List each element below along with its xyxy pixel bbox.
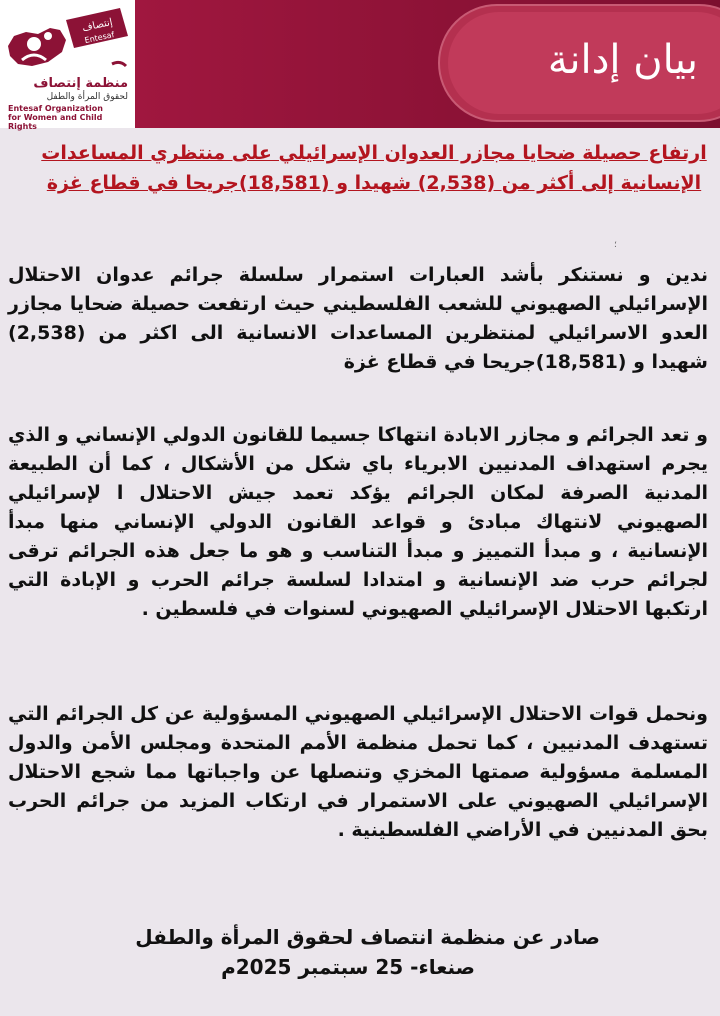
headline <box>40 138 708 198</box>
paragraph-responsibility: ونحمل قوات الاحتلال الإسرائيلي الصهيوني المسؤولية عن كل الجرائم التي تستهدف المدنيين ، كما تحمل منظمة الأمم المتحدة ومجلس الأمن والدول المسلمة مسؤولية صمتها المخزي وتنصلها عن واجباتها مما شجع الاحتلال الإسرائيلي الصهيوني على الاستمرار في ارتكاب المزيد من جرائم الحرب بحق المدنيين في الأراضي الفلسطينية . <box>8 703 708 841</box>
paragraph-violations: و تعد الجرائم و مجازر الابادة انتهاكا جسيما للقانون الدولي الإنساني و الذي يجرم استهداف المدنيين الابرياء باي شكل من الأشكال ، كما أن الطبيعة المدنية الصرفة لمكان الجرائم يؤكد تعمد جيش الاحتلال ا لإسرائيلي الصهيوني لانتهاك مبادئ و قواعد القانون الدولي الإنساني منها مبدأ الإنسانية ، و مبدأ التمييز و مبدأ التناسب و هو ما جعل هذه الجرائم ترقى لجرائم حرب ضد الإنسانية و امتدادا لسلسة جرائم الحرب و الإبادة التي ارتكبها الاحتلال الإسرائيلي الصهيوني لسنوات في فلسطين . <box>8 424 708 620</box>
logo-emblem-icon <box>4 6 132 76</box>
header <box>0 0 720 131</box>
signature-issuer: صادر عن منظمة انتصاف لحقوق المرأة والطفل <box>135 925 600 949</box>
stray-mark: ؛ <box>614 240 617 250</box>
logo-arabic-name: منظمة إنتصاف <box>33 76 128 91</box>
logo-english-title: Entesaf Organization <box>8 104 103 113</box>
logo <box>0 0 135 131</box>
logo-arabic-subtitle: لحقوق المرأة والطفل <box>46 92 128 102</box>
signature-place-date: صنعاء- 25 سبتمبر 2025م <box>221 955 475 979</box>
headline-text: ارتفاع حصيلة ضحايا مجازر العدوان الإسرائيلي على منتظري المساعدات الإنسانية إلى أكثر من (2,538) شهيدا و (18,581)جريحا في قطاع غزة <box>41 142 707 194</box>
paragraph-condemnation: ندين و نستنكر بأشد العبارات استمرار سلسلة جرائم عدوان الاحتلال الإسرائيلي الصهيوني للشعب الفلسطيني حيث ارتفعت حصيلة ضحايا مجازر العدو الاسرائيلي لمنتظرين المساعدات الانسانية الى اكثر من (2,538) شهيدا و (18,581)جريحا في قطاع غزة <box>8 264 708 373</box>
logo-english-name <box>8 104 132 131</box>
page-title: بيان إدانة <box>547 37 698 83</box>
svg-text:Entesaf: Entesaf <box>83 30 116 46</box>
logo-english-subtitle: for Women and Child Rights <box>8 113 103 131</box>
svg-text:إنتصاف: إنتصاف <box>81 16 114 35</box>
